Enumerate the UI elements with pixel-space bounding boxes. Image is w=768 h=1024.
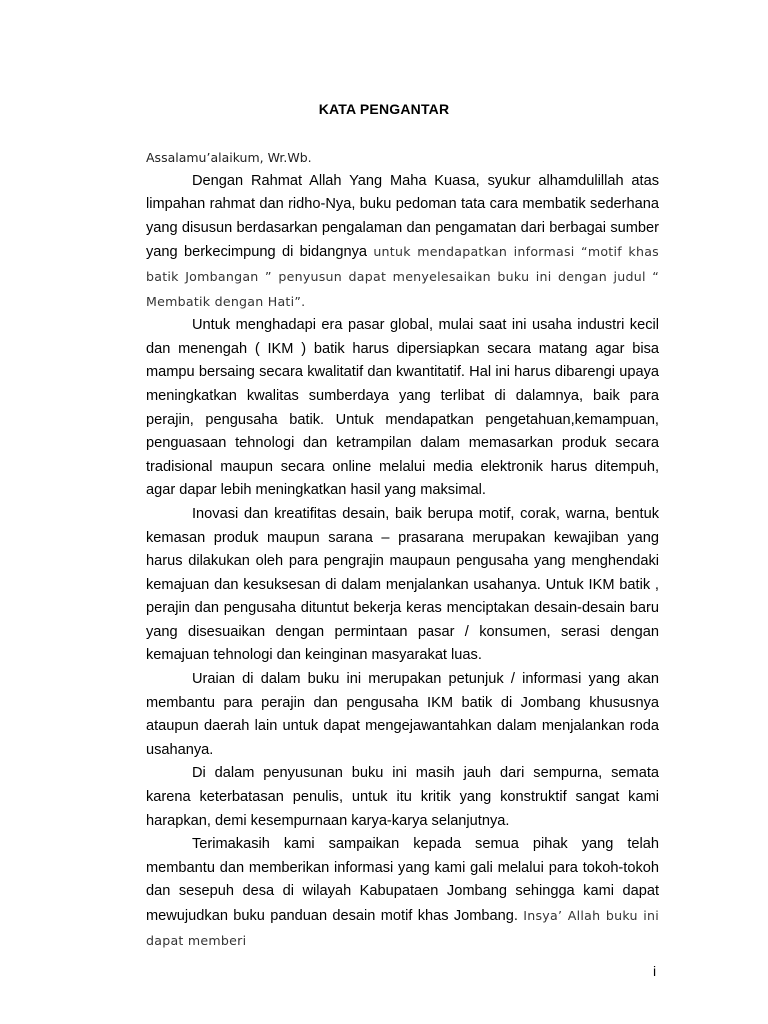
- paragraph-2: Untuk menghadapi era pasar global, mulai saat ini usaha industri kecil dan menengah ( IKM ) batik harus dipersiapkan secara matang agar bisa mampu bersaing secara kwalitatif dan kwantitatif. Hal ini harus dibarengi upaya meningkatkan kwalitas sumberdaya yang terlibat di dalamnya, baik para perajin, pengusaha batik. Untuk mendapatkan pengetahuan,kemampuan, penguasaan tehnologi dan ketrampilan dalam memasarkan produk secara tradisional maupun secara online melalui media elektronik harus ditempuh, agar dapar lebih meningkatkan hasil yang maksimal.: [146, 317, 659, 499]
- paragraph-6: [146, 833, 659, 953]
- paragraph-6-tail: Insya’ Allah buku ini dapat memberi: [146, 908, 659, 948]
- paragraph-6-text: Terimakasih kami sampaikan kepada semua pihak yang telah membantu dan memberikan informasi yang kami gali melalui para tokoh-tokoh dan sesepuh desa di wilayah Kabupataen Jombang sehingga kami dapat mewujudkan buku panduan desain motif khas Jombang.: [146, 836, 659, 924]
- paragraph-1-text: Dengan Rahmat Allah Yang Maha Kuasa, syukur alhamdulillah atas limpahan rahmat dan ridho-Nya, buku pedoman tata cara membatik sederhana yang disusun berdasarkan pengalaman dan pengamatan dari berbagai sumber yang berkecimpung di bidangnya: [146, 172, 659, 261]
- paragraph-1: [146, 170, 659, 315]
- paragraph-1-tail: untuk mendapatkan informasi “motif khas batik Jombangan ” penyusun dapat menyelesaikan buku ini dengan judul “ Membatik dengan Hati”.: [146, 244, 659, 309]
- greeting: Assalamu’alaikum, Wr.Wb.: [146, 150, 312, 165]
- paragraph-5: Di dalam penyusunan buku ini masih jauh dari sempurna, semata karena keterbatasan penulis, untuk itu kritik yang konstruktif sangat kami harapkan, demi kesempurnaan karya-karya selanjutnya.: [146, 765, 659, 829]
- paragraph-3: Inovasi dan kreatifitas desain, baik berupa motif, corak, warna, bentuk kemasan produk maupun sarana – prasarana merupakan kewajiban yang harus dilakukan oleh para pengrajin maupaun pengusaha yang menghendaki kemajuan dan kesuksesan di dalam menjalankan usahanya. Untuk IKM batik , perajin dan pengusaha dituntut bekerja keras menciptakan desain-desain baru yang disesuaikan dengan permintaan pasar / konsumen, serasi dengan kemajuan tehnologi dan keinginan masyarakat luas.: [146, 505, 659, 664]
- page-title: KATA PENGANTAR: [318, 101, 450, 117]
- document-body: [146, 146, 659, 953]
- paragraph-4: Uraian di dalam buku ini merupakan petunjuk / informasi yang akan membantu para perajin dan pengusaha IKM batik di Jombang khususnya ataupun daerah lain untuk dapat mengejawantahkan dalam menjalankan roda usahanya.: [146, 671, 659, 758]
- page-number: i: [653, 963, 657, 979]
